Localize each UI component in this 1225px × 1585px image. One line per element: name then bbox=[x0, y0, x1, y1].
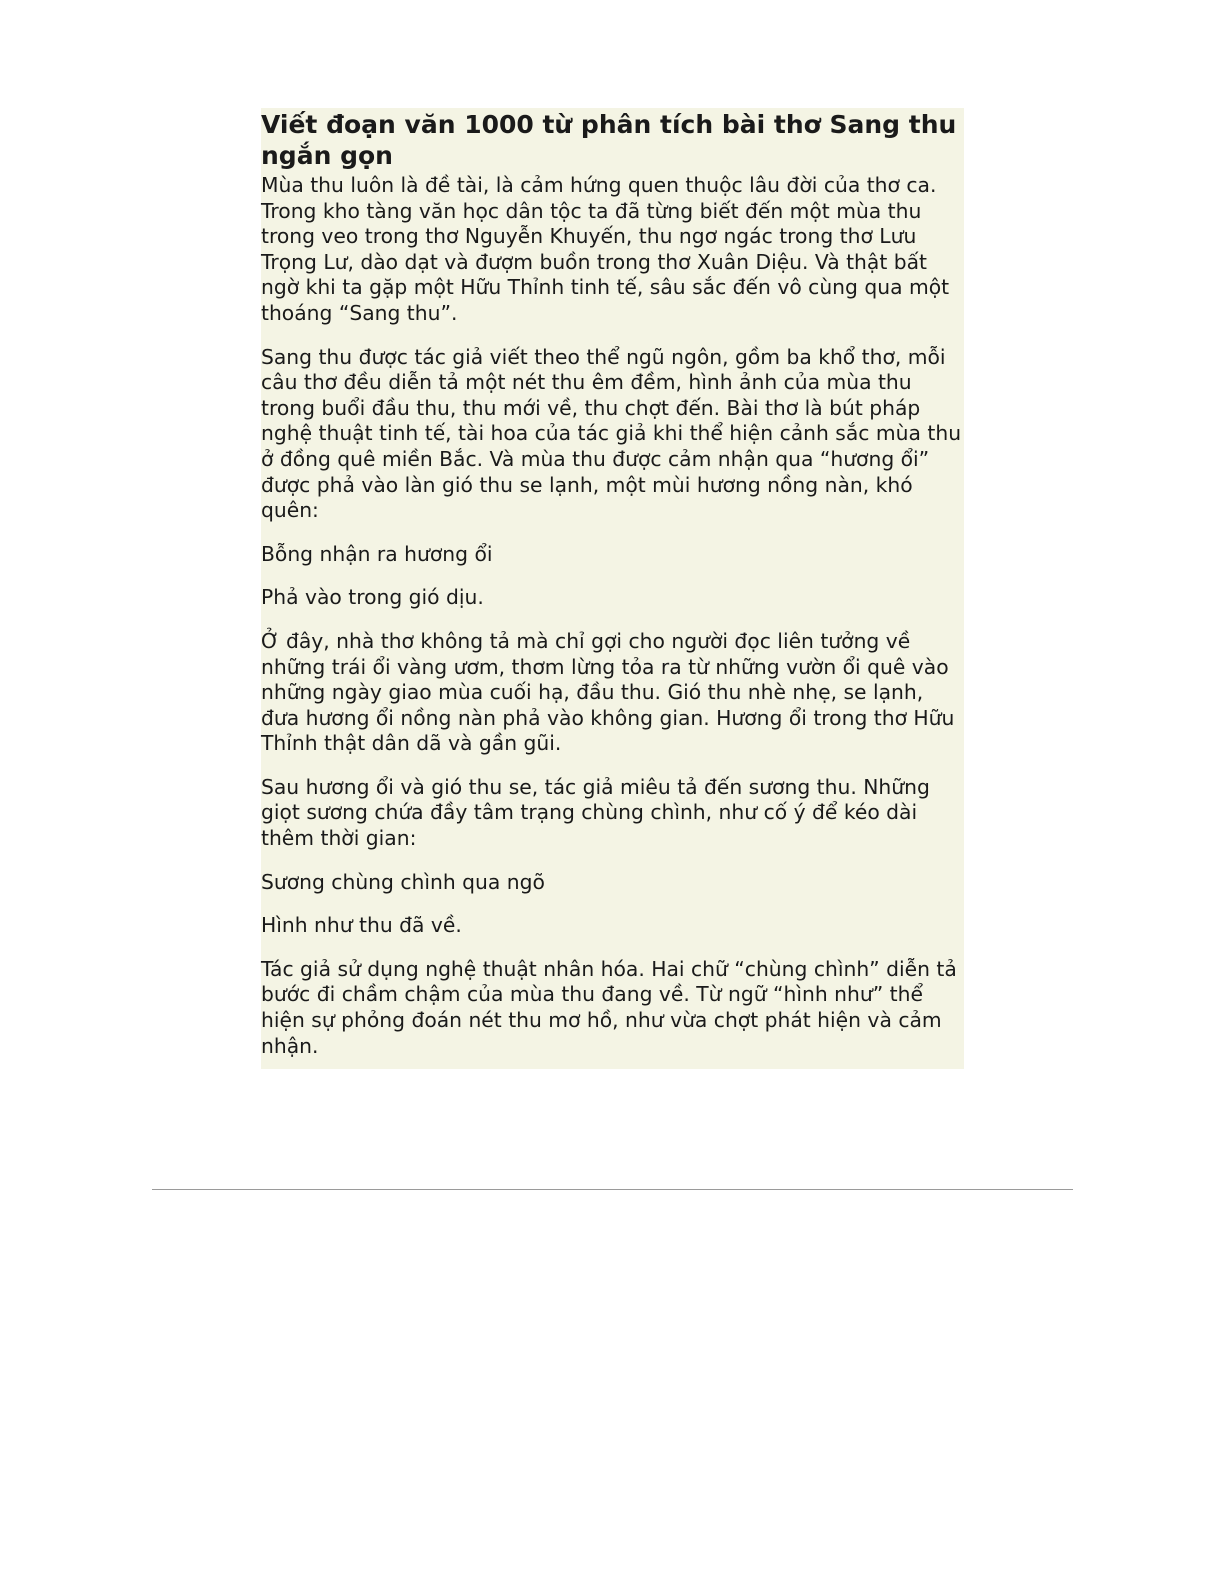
poem-line: Bỗng nhận ra hương ổi bbox=[261, 541, 493, 566]
paragraph-analysis-personification: Tác giả sử dụng nghệ thuật nhân hóa. Hai chữ “chùng chình” diễn tả bước đi chầm chậm của mùa thu đang về. Từ ngữ “hình như” thể hiện sự phỏng đoán nét thu mơ hồ, như vừa chợt phát hiện và cảm nhận. bbox=[261, 956, 957, 1058]
article-title: Viết đoạn văn 1000 từ phân tích bài thơ Sang thu ngắn gọn bbox=[261, 110, 957, 170]
poem-line: Hình như thu đã về. bbox=[261, 913, 462, 938]
paragraph-analysis-fragrance: Ở đây, nhà thơ không tả mà chỉ gợi cho người đọc liên tưởng về những trái ổi vàng ươm, thơm lừng tỏa ra từ những vườn ổi quê vào những ngày giao mùa cuối hạ, đầu thu. Gió thu nhè nhẹ, se lạnh, đưa hương ổi nồng nàn phả vào không gian. Hương ổi trong thơ Hữu Thỉnh thật dân dã và gần gũi. bbox=[261, 628, 955, 756]
poem-line: Sương chùng chình qua ngõ bbox=[261, 869, 545, 894]
poem-line: Phả vào trong gió dịu. bbox=[261, 585, 484, 610]
paragraph-analysis-mist: Sau hương ổi và gió thu se, tác giả miêu tả đến sương thu. Những giọt sương chứa đầy tâm trạng chùng chình, như cố ý để kéo dài thêm thời gian: bbox=[261, 774, 930, 851]
paragraph-intro: Mùa thu luôn là đề tài, là cảm hứng quen thuộc lâu đời của thơ ca. Trong kho tàng văn học dân tộc ta đã từng biết đến một mùa thu trong veo trong thơ Nguyễn Khuyến, thu ngơ ngác trong thơ Lưu Trọng Lư, dào dạt và đượm buồn trong thơ Xuân Diệu. Và thật bất ngờ khi ta gặp một Hữu Thỉnh tinh tế, sâu sắc đến vô cùng qua một thoáng “Sang thu”. bbox=[261, 173, 950, 325]
page-divider bbox=[152, 1189, 1073, 1190]
article-content bbox=[261, 108, 964, 1069]
paragraph-form: Sang thu được tác giả viết theo thể ngũ ngôn, gồm ba khổ thơ, mỗi câu thơ đều diễn tả một nét thu êm đềm, hình ảnh của mùa thu trong buổi đầu thu, thu mới về, thu chợt đến. Bài thơ là bút pháp nghệ thuật tinh tế, tài hoa của tác giả khi thể hiện cảnh sắc mùa thu ở đồng quê miền Bắc. Và mùa thu được cảm nhận qua “hương ổi” được phả vào làn gió thu se lạnh, một mùi hương nồng nàn, khó quên: bbox=[261, 344, 962, 523]
